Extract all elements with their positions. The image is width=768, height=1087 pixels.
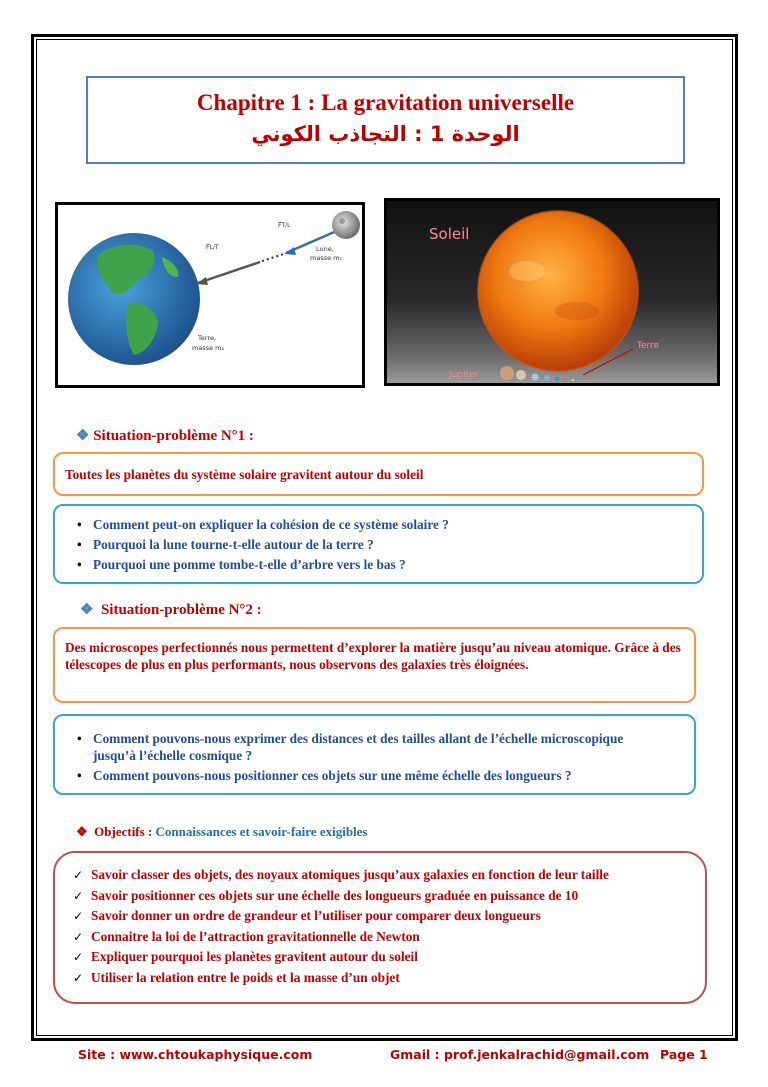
question-item: • Comment pouvons-nous positionner ces objets sur une même échelle des longueurs ? (55, 767, 634, 784)
force-label-moon: F⃗T/L (278, 222, 291, 229)
situation1-heading-text: Situation-problème N°1 : (93, 428, 254, 444)
question-item: • Comment peut-on expliquer la cohésion de ce système solaire ? (55, 516, 702, 533)
checkmark-icon: ✓ (73, 868, 84, 882)
earth-label: Terre, (198, 334, 217, 342)
checkmark-icon: ✓ (73, 888, 84, 903)
footer-page-number: Page 1 (660, 1047, 708, 1062)
objectives-heading (76, 824, 368, 840)
situation1-statement-box (53, 452, 704, 496)
objectives-list (55, 865, 705, 988)
diamond-bullet-icon: ❖ (76, 428, 90, 444)
objective-item: ✓ Savoir classer des objets, des noyaux atomiques jusqu’aux galaxies en fonction de leur taille (55, 865, 705, 886)
sun-label: Soleil (429, 225, 470, 243)
question-item: • Pourquoi une pomme tombe-t-elle d’arbre vers le bas ? (55, 556, 702, 573)
objective-item: ✓ Savoir positionner ces objets sur une échelle des longueurs graduée en puissance de 10 (55, 886, 705, 907)
question-item: • Comment pouvons-nous exprimer des distances et des tailles allant de l’échelle microscopique jusqu’à l’échelle cosmique ? (55, 730, 634, 764)
earth-label-figure2: Terre (637, 341, 660, 351)
diamond-bullet-icon: ❖ (80, 602, 94, 618)
situation1-heading (76, 426, 254, 445)
situation1-questions-box (53, 504, 704, 584)
sun-planets-figure (384, 198, 720, 386)
objectives-subtitle: Connaissances et savoir-faire exigibles (155, 824, 368, 839)
jupiter-disc (500, 366, 514, 380)
situation1-question-list (55, 516, 702, 576)
objectives-box (53, 851, 707, 1004)
situation2-statement: Des microscopes perfectionnés nous permettent d’explorer la matière jusqu’au niveau atomique. Grâce à des télescopes de plus en plus performants, nous observons des galaxies très éloignées. (65, 640, 681, 672)
moon-disc (332, 211, 360, 239)
checkmark-icon: ✓ (73, 909, 84, 923)
diamond-bullet-icon: ❖ (76, 824, 88, 839)
objectives-label: Objectifs : (94, 824, 153, 839)
objective-item: ✓ Savoir donner un ordre de grandeur et l’utiliser pour comparer deux longueurs (55, 906, 705, 927)
situation1-statement: Toutes les planètes du système solaire gravitent autour du soleil (65, 467, 424, 482)
situation2-question-list (55, 730, 634, 787)
jupiter-label: Jupiter (449, 370, 479, 380)
situation2-questions-box (53, 714, 696, 795)
moon-mass-label: masse m₁ (310, 254, 343, 262)
force-label-earth: F⃗L/T (206, 244, 219, 251)
checkmark-icon: ✓ (73, 929, 84, 944)
chapter-title-arabic: الوحدة 1 : التجاذب الكوني (251, 122, 520, 146)
checkmark-icon: ✓ (73, 970, 84, 985)
moon-label: Lune, (316, 245, 334, 253)
earth-dot (555, 377, 559, 381)
situation2-heading-text: Situation-problème N°2 : (100, 602, 262, 618)
title-box (86, 76, 685, 164)
checkmark-icon: ✓ (73, 950, 84, 964)
earth-mass-label: masse m₂ (192, 344, 225, 352)
objective-item: ✓ Expliquer pourquoi les planètes gravitent autour du soleil (55, 947, 705, 968)
situation2-heading (80, 600, 262, 619)
objective-item: ✓ Connaitre la loi de l’attraction gravitationnelle de Newton (55, 927, 705, 948)
footer-gmail[interactable]: Gmail : prof.jenkalrachid@gmail.com (390, 1047, 650, 1062)
footer-site[interactable]: Site : www.chtoukaphysique.com (78, 1047, 313, 1062)
objective-item: ✓ Utiliser la relation entre le poids et la masse d’un objet (55, 968, 705, 989)
footer-divider (51, 1039, 711, 1041)
question-item: • Pourquoi la lune tourne-t-elle autour de la terre ? (55, 536, 702, 553)
earth-moon-figure (55, 202, 365, 388)
situation2-statement-box (53, 627, 696, 703)
chapter-title: Chapitre 1 : La gravitation universelle (196, 90, 575, 115)
